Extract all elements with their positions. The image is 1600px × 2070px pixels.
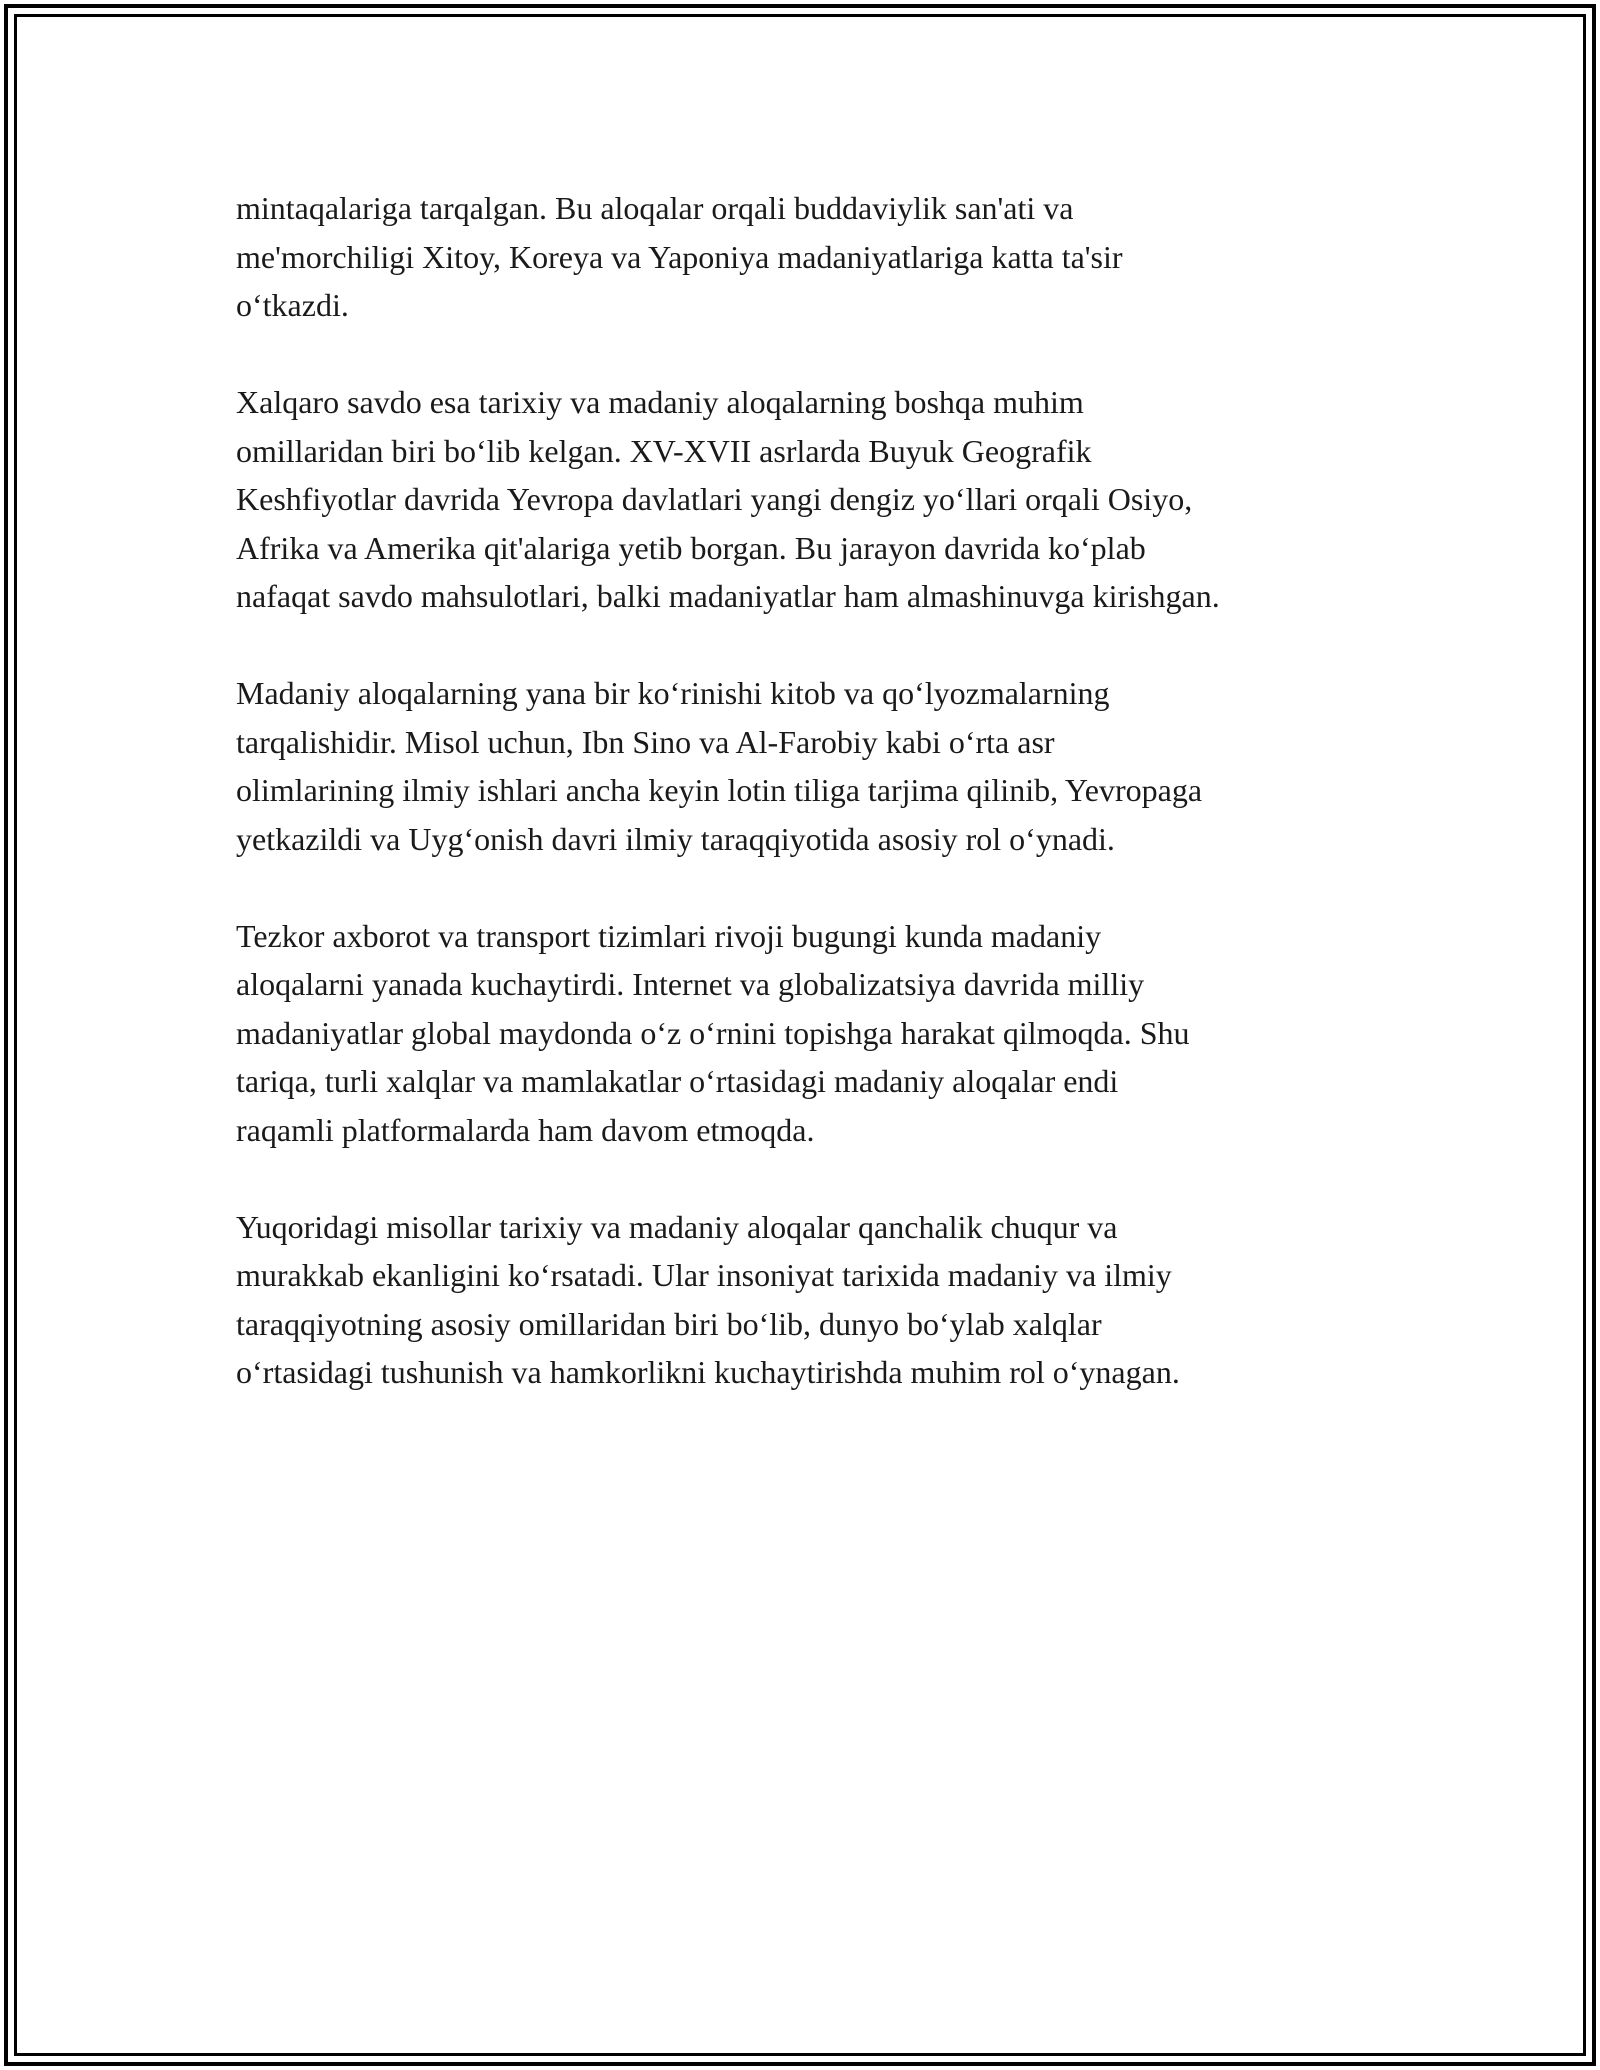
paragraph-3 [236,669,1386,863]
text-line: o‘tkazdi. [236,287,349,323]
text-line: me'morchiligi Xitoy, Koreya va Yaponiya madaniyatlariga katta ta'sir [236,238,1123,275]
text-line: nafaqat savdo mahsulotlari, balki madaniyatlar ham almashinuvga kirishgan. [236,578,1220,614]
text-line: madaniyatlar global maydonda o‘z o‘rnini topishga harakat qilmoqda. Shu [236,1014,1190,1051]
text-line: Xalqaro savdo esa tarixiy va madaniy aloqalarning boshqa muhim [236,384,1084,420]
text-line: murakkab ekanligini ko‘rsatadi. Ular insoniyat tarixida madaniy va ilmiy [236,1257,1172,1293]
text-line: taraqqiyotning asosiy omillaridan biri bo‘lib, dunyo bo‘ylab xalqlar [236,1305,1102,1342]
paragraph-1 [236,184,1386,330]
paragraph-2 [236,378,1386,621]
text-line: mintaqalariga tarqalgan. Bu aloqalar orqali buddaviylik san'ati va [236,190,1074,226]
text-line: tarqalishidir. Misol uchun, Ibn Sino va Al-Farobiy kabi o‘rta asr [236,723,1055,760]
text-line: olimlarining ilmiy ishlari ancha keyin lotin tiliga tarjima qilinib, Yevropaga [236,772,1203,808]
paragraph-4 [236,912,1386,1155]
text-line: Afrika va Amerika qit'alariga yetib borgan. Bu jarayon davrida ko‘plab [236,529,1146,566]
text-line: Tezkor axborot va transport tizimlari rivoji bugungi kunda madaniy [236,917,1102,954]
text-line: omillaridan biri bo‘lib kelgan. XV-XVII asrlarda Buyuk Geografik [236,432,1092,469]
text-line: o‘rtasidagi tushunish va hamkorlikni kuchaytirishda muhim rol o‘ynagan. [236,1354,1180,1390]
text-line: Yuqoridagi misollar tarixiy va madaniy aloqalar qanchalik chuqur va [236,1208,1118,1245]
text-line: Madaniy aloqalarning yana bir ko‘rinishi kitob va qo‘lyozmalarning [236,675,1110,711]
paragraph-5 [236,1203,1386,1397]
text-line: raqamli platformalarda ham davom etmoqda. [236,1111,815,1148]
text-line: yetkazildi va Uyg‘onish davri ilmiy taraqqiyotida asosiy rol o‘ynadi. [236,820,1115,857]
text-line: tariqa, turli xalqlar va mamlakatlar o‘rtasidagi madaniy aloqalar endi [236,1063,1119,1099]
document-body [236,184,1386,1445]
text-line: aloqalarni yanada kuchaytirdi. Internet va globalizatsiya davrida milliy [236,966,1145,1002]
text-line: Keshfiyotlar davrida Yevropa davlatlari yangi dengiz yo‘llari orqali Osiyo, [236,481,1193,517]
